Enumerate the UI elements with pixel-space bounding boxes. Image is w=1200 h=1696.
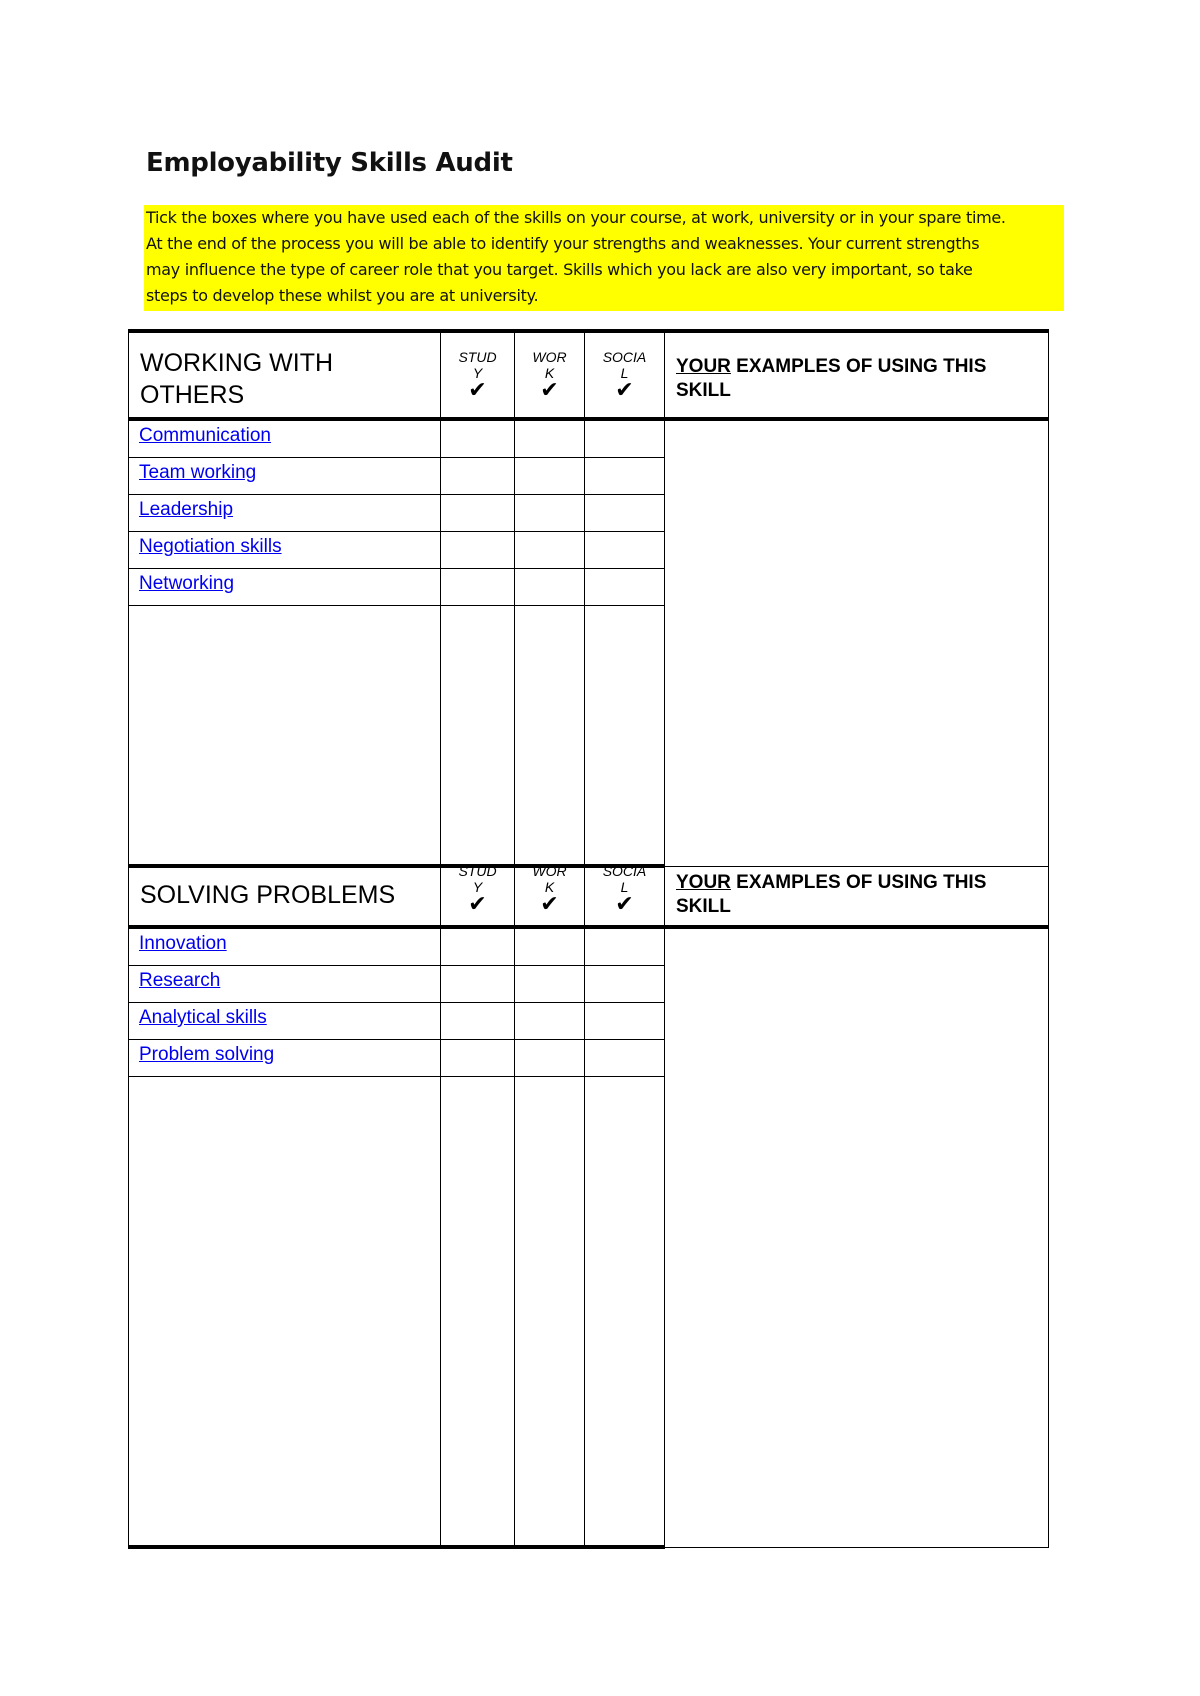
- work-label: WOR K: [532, 349, 567, 381]
- work-tick-cell[interactable]: [515, 419, 585, 458]
- skill-link-team-working[interactable]: Team working: [129, 458, 441, 495]
- study-column-header: [441, 861, 515, 927]
- skill-link-leadership[interactable]: Leadership: [129, 495, 441, 532]
- study-tick-cell[interactable]: [441, 966, 515, 1003]
- social-label: SOCIA L: [602, 863, 647, 895]
- skill-link-negotiation-skills[interactable]: Negotiation skills: [129, 532, 441, 569]
- skill-link-innovation[interactable]: Innovation: [129, 927, 441, 966]
- table-header-row: [129, 861, 1049, 927]
- social-tick-cell[interactable]: [585, 1077, 665, 1548]
- work-column-header: [515, 331, 585, 419]
- social-tick-cell[interactable]: [585, 966, 665, 1003]
- skill-link-research[interactable]: Research: [129, 966, 441, 1003]
- study-tick-cell[interactable]: [441, 1077, 515, 1548]
- social-tick-cell[interactable]: [585, 606, 665, 867]
- social-tick-cell[interactable]: [585, 1040, 665, 1077]
- study-label: STUD Y: [458, 349, 497, 381]
- examples-text-area[interactable]: [665, 927, 1049, 1547]
- checkmark-icon: ✔: [540, 892, 559, 917]
- skill-link-communication[interactable]: Communication: [129, 419, 441, 458]
- work-tick-cell[interactable]: [515, 532, 585, 569]
- examples-text-area[interactable]: [665, 419, 1049, 866]
- work-tick-cell[interactable]: [515, 569, 585, 606]
- checkmark-icon: ✔: [615, 378, 634, 403]
- checkmark-icon: ✔: [615, 892, 634, 917]
- section-title: [129, 331, 441, 419]
- social-tick-cell[interactable]: [585, 532, 665, 569]
- table-header-row: [129, 331, 1049, 419]
- examples-column-header: YOUR EXAMPLES OF USING THIS SKILL: [665, 331, 1049, 419]
- study-tick-cell[interactable]: [441, 606, 515, 867]
- work-label: WOR K: [532, 863, 567, 895]
- skill-row: [129, 419, 1049, 458]
- study-tick-cell[interactable]: [441, 569, 515, 606]
- work-tick-cell[interactable]: [515, 1077, 585, 1548]
- social-tick-cell[interactable]: [585, 458, 665, 495]
- instructions-highlight: [144, 205, 1064, 311]
- study-tick-cell[interactable]: [441, 927, 515, 966]
- blank-skill-cell[interactable]: [129, 1077, 441, 1548]
- study-column-header: [441, 331, 515, 419]
- checkmark-icon: ✔: [468, 378, 487, 403]
- study-tick-cell[interactable]: [441, 1040, 515, 1077]
- instructions-line: Tick the boxes where you have used each of the skills on your course, at work, university or in your spare time.: [146, 208, 1006, 227]
- instructions-line: At the end of the process you will be able to identify your strengths and weaknesses. Your current strengths: [146, 234, 980, 253]
- social-tick-cell[interactable]: [585, 419, 665, 458]
- section-title-line: OTHERS: [140, 381, 245, 409]
- work-column-header: [515, 861, 585, 927]
- social-column-header: [585, 861, 665, 927]
- work-tick-cell[interactable]: [515, 966, 585, 1003]
- section-title-line: WORKING WITH: [140, 349, 334, 377]
- social-tick-cell[interactable]: [585, 495, 665, 532]
- social-tick-cell[interactable]: [585, 927, 665, 966]
- work-tick-cell[interactable]: [515, 606, 585, 867]
- checkmark-icon: ✔: [468, 892, 487, 917]
- skills-table-working-with-others: [128, 329, 1049, 868]
- social-tick-cell[interactable]: [585, 1003, 665, 1040]
- examples-column-header: YOUR EXAMPLES OF USING THIS SKILL: [665, 861, 1049, 927]
- skills-table-solving-problems: [128, 861, 1049, 1549]
- study-tick-cell[interactable]: [441, 458, 515, 495]
- social-tick-cell[interactable]: [585, 569, 665, 606]
- blank-skill-cell[interactable]: [129, 606, 441, 867]
- skill-row: [129, 927, 1049, 966]
- social-column-header: [585, 331, 665, 419]
- skill-link-problem-solving[interactable]: Problem solving: [129, 1040, 441, 1077]
- checkmark-icon: ✔: [540, 378, 559, 403]
- skill-link-networking[interactable]: Networking: [129, 569, 441, 606]
- work-tick-cell[interactable]: [515, 1040, 585, 1077]
- study-tick-cell[interactable]: [441, 419, 515, 458]
- instructions-line: steps to develop these whilst you are at university.: [146, 286, 539, 305]
- instructions-line: may influence the type of career role that you target. Skills which you lack are also very important, so take: [146, 260, 973, 279]
- section-title: SOLVING PROBLEMS: [129, 861, 441, 927]
- document-title: Employability Skills Audit: [146, 148, 513, 178]
- work-tick-cell[interactable]: [515, 458, 585, 495]
- social-label: SOCIA L: [602, 349, 647, 381]
- study-label: STUD Y: [458, 863, 497, 895]
- study-tick-cell[interactable]: [441, 532, 515, 569]
- work-tick-cell[interactable]: [515, 1003, 585, 1040]
- study-tick-cell[interactable]: [441, 495, 515, 532]
- study-tick-cell[interactable]: [441, 1003, 515, 1040]
- work-tick-cell[interactable]: [515, 495, 585, 532]
- work-tick-cell[interactable]: [515, 927, 585, 966]
- skill-link-analytical-skills[interactable]: Analytical skills: [129, 1003, 441, 1040]
